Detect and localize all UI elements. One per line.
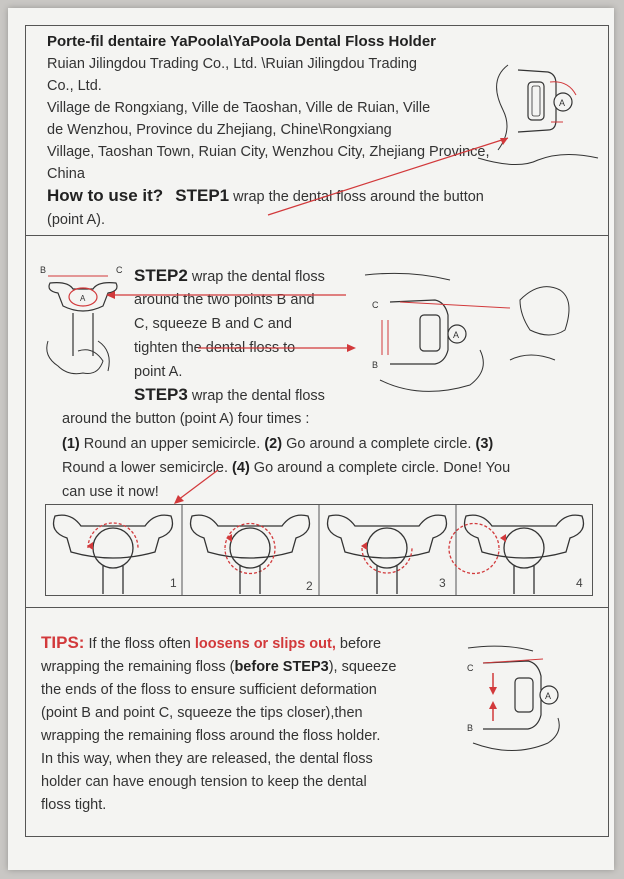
tips-highlight: loosens or slips out, <box>194 636 336 652</box>
holder-body <box>465 515 584 558</box>
step3-line-2: around the button (point A) four times : <box>62 411 310 427</box>
step3-line-1: wrap the dental floss <box>187 388 325 404</box>
step1-text-2: (point A). <box>47 212 106 228</box>
holder-body <box>54 515 173 558</box>
wrap-panel-4 <box>449 515 583 594</box>
step2-illustration-left <box>38 261 128 391</box>
substep-1-text: Round an upper semicircle. <box>79 436 265 452</box>
address-line-5: Village, Taoshan Town, Ruian City, Wenzhou City, Zhejiang Province, <box>47 144 490 160</box>
holder-handle <box>514 566 534 594</box>
step2-line-2: around the two points B and <box>134 292 315 308</box>
direction-arrow <box>87 542 93 550</box>
address-line-1: Ruian Jilingdou Trading Co., Ltd. \Ruian Jilingdou Trading <box>47 56 417 72</box>
step1-text: wrap the dental floss around the button <box>229 189 484 205</box>
substep-3-number: (3) <box>475 436 494 452</box>
step3-arrow <box>168 468 228 508</box>
wrap-panel-1 <box>54 515 173 594</box>
address-line-2: Co., Ltd. <box>47 78 102 94</box>
substep-4-text: Go around a complete circle. Done! You <box>249 460 511 476</box>
tips-line-2a: wrapping the remaining floss ( <box>41 659 235 675</box>
tips-line-3: the ends of the floss to ensure sufficient deformation <box>41 682 377 698</box>
wrap-panels <box>45 504 593 596</box>
step2-line-4: tighten the dental floss to <box>134 340 296 356</box>
tips-line-6: In this way, when they are released, the dental floss <box>41 751 373 767</box>
instruction-sheet <box>8 8 614 870</box>
how-to-heading: How to use it? <box>47 186 164 205</box>
step2-line-3: C, squeeze B and C and <box>134 316 292 332</box>
holder-body <box>328 515 447 558</box>
label-b-left: B <box>40 265 47 275</box>
floss-path <box>225 524 275 574</box>
step2-label: STEP2 <box>134 266 188 285</box>
floss-path <box>88 523 138 548</box>
divider-2 <box>25 607 609 608</box>
holder-button <box>367 528 407 568</box>
label-a-right: A <box>453 330 460 340</box>
tips-illustration <box>463 643 583 763</box>
panel-number-3: 3 <box>439 576 446 590</box>
holder-handle <box>103 566 123 594</box>
substep-1-number: (1) <box>62 436 80 452</box>
panels-svg <box>45 504 593 596</box>
step3-label: STEP3 <box>134 385 188 404</box>
tips-line-7: holder can have enough tension to keep the dental <box>41 774 367 790</box>
tips-line-5: wrapping the remaining floss around the floss holder. <box>41 728 381 744</box>
label-b-right: B <box>372 360 379 370</box>
tips-line-1a: If the floss often <box>84 636 195 652</box>
step1-illustration <box>478 50 608 180</box>
step1-label: STEP1 <box>175 186 230 205</box>
panel-number-4: 4 <box>576 576 583 590</box>
substep-2-number: (2) <box>264 436 283 452</box>
step1-line <box>47 185 484 208</box>
direction-arrow <box>500 534 506 542</box>
tips-line-4: (point B and point C, squeeze the tips closer),then <box>41 705 363 721</box>
wrap-panel-2 <box>191 515 310 594</box>
holder-button <box>93 528 133 568</box>
tips-line-2b: ), squeeze <box>328 659 397 675</box>
floss-path <box>362 548 412 573</box>
step2-arrow-2 <box>198 343 358 353</box>
product-title: Porte-fil dentaire YaPoola\YaPoola Dental Floss Holder <box>47 33 436 50</box>
panel-number-2: 2 <box>306 579 313 593</box>
step2-arrow <box>106 290 356 300</box>
tips-line-8: floss tight. <box>41 797 107 813</box>
label-a: A <box>559 98 566 108</box>
label-a-tips: A <box>545 691 552 701</box>
holder-button <box>504 528 544 568</box>
holder-button <box>230 528 270 568</box>
divider-1 <box>25 235 609 236</box>
substep-2-text: Go around a complete circle. <box>282 436 476 452</box>
address-line-4: de Wenzhou, Province du Zhejiang, Chine\Rongxiang <box>47 122 392 138</box>
label-c-tips: C <box>467 663 474 673</box>
address-line-6: China <box>47 166 85 182</box>
wrap-panel-3 <box>328 515 447 594</box>
holder-handle <box>377 566 397 594</box>
panel-number-1: 1 <box>170 576 177 590</box>
holder-handle <box>240 566 260 594</box>
direction-arrow <box>226 534 232 542</box>
substep-3-text: Round a lower semicircle. <box>62 460 233 476</box>
step2-illustration-right <box>360 260 590 410</box>
tips-before-step3: before STEP3 <box>234 659 329 675</box>
substep-4-number: (4) <box>232 460 250 476</box>
label-c-right: C <box>372 300 379 310</box>
address-line-3: Village de Rongxiang, Ville de Taoshan, Ville de Ruian, Ville <box>47 100 431 116</box>
floss-path <box>449 524 499 574</box>
label-a-left: A <box>80 294 86 303</box>
holder-body <box>191 515 310 558</box>
tips-label: TIPS: <box>41 633 85 652</box>
tips-line-1b: before <box>335 636 382 652</box>
done-line: can use it now! <box>62 484 159 500</box>
step2-line-5: point A. <box>134 364 183 380</box>
step2-line-1: wrap the dental floss <box>187 269 325 285</box>
label-c-left: C <box>116 265 123 275</box>
label-b-tips: B <box>467 723 474 733</box>
